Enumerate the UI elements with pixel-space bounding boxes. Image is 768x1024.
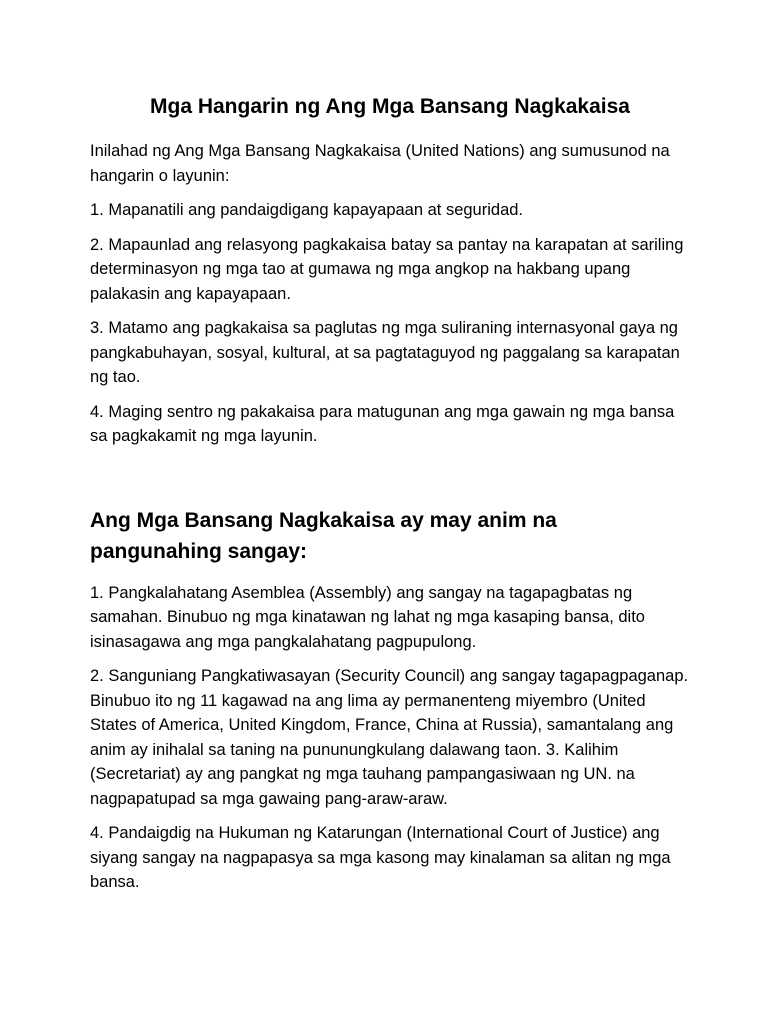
branch-item-4: 4. Pandaigdig na Hukuman ng Katarungan (International Court of Justice) ang siyang sangay na nagpapasya sa mga kasong may kinalaman sa alitan ng mga bansa. — [90, 824, 671, 891]
document-title: Mga Hangarin ng Ang Mga Bansang Nagkakaisa — [150, 95, 630, 118]
branches-heading: Ang Mga Bansang Nagkakaisa ay may anim na pangunahing sangay: — [90, 508, 557, 563]
goal-item-1: 1. Mapanatili ang pandaigdigang kapayapaan at seguridad. — [90, 201, 524, 219]
goal-item-4: 4. Maging sentro ng pakakaisa para matugunan ang mga gawain ng mga bansa sa pagkakamit ng mga layunin. — [90, 402, 675, 445]
goal-item-2: 2. Mapaunlad ang relasyong pagkakaisa batay sa pantay na karapatan at sariling determinasyon ng mga tao at gumawa ng mga angkop na hakbang upang palakasin ang kapayapaan. — [90, 235, 684, 303]
branch-item-1: 1. Pangkalahatang Asemblea (Assembly) ang sangay na tagapagbatas ng samahan. Binubuo ng mga kinatawan ng lahat ng mga kasaping bansa, dito isinasagawa ang mga pangkalahatang pagpupulong. — [90, 583, 645, 651]
intro-paragraph: Inilahad ng Ang Mga Bansang Nagkakaisa (United Nations) ang sumusunod na hangarin o layunin: — [90, 142, 670, 185]
goal-item-3: 3. Matamo ang pagkakaisa sa paglutas ng mga suliraning internasyonal gaya ng pangkabuhayan, sosyal, kultural, at sa pagtataguyod ng paggalang sa karapatan ng tao. — [90, 319, 680, 386]
document-content — [90, 92, 690, 905]
branch-item-2: 2. Sanguniang Pangkatiwasayan (Security Council) ang sangay tagapagpaganap. Binubuo ito ng 11 kagawad na ang lima ay permanenteng miyembro (United States of America, United Kingdom, France, China at Russia), samantalang ang anim ay inihalal sa taning na pununungkulang dalawang taon. 3. Kalihim (Secretariat) ay ang pangkat ng mga tauhang pampangasiwaan ng UN. na nagpapatupad sa mga gawaing pang-araw-araw. — [90, 667, 689, 808]
